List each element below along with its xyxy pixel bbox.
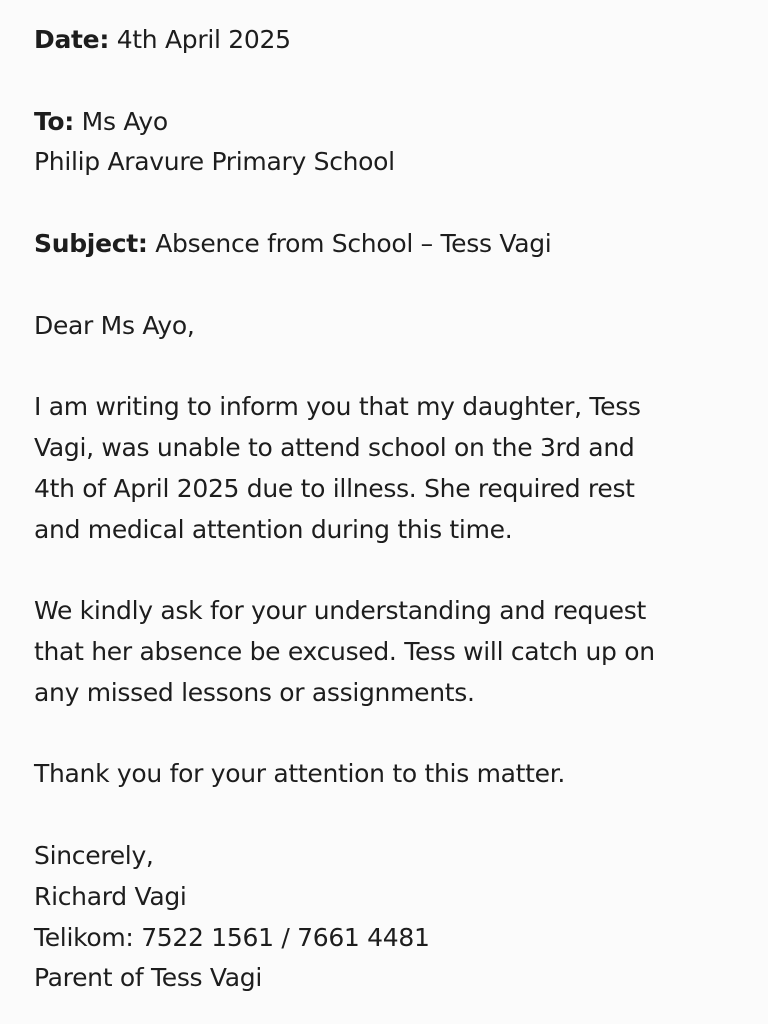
paragraph-2 — [34, 591, 734, 713]
date-line — [34, 20, 734, 61]
paragraph-line: I am writing to inform you that my daughter, Tess — [34, 392, 641, 422]
spacer — [34, 346, 734, 387]
salutation: Dear Ms Ayo, — [34, 310, 195, 340]
subject-label: Subject: — [34, 228, 148, 258]
subject-line — [34, 224, 734, 265]
spacer — [34, 550, 734, 591]
spacer — [34, 61, 734, 102]
paragraph-line: We kindly ask for your understanding and request — [34, 596, 646, 626]
recipient-name: Ms Ayo — [81, 106, 168, 136]
subject-value: Absence from School – Tess Vagi — [155, 228, 552, 258]
phone-number: Telikom: 7522 1561 / 7661 4481 — [34, 922, 430, 952]
date-label: Date: — [34, 25, 110, 54]
paragraph-1 — [34, 387, 734, 550]
date-value: 4th April 2025 — [116, 25, 291, 54]
paragraph-line: any missed lessons or assignments. — [34, 677, 475, 707]
paragraph-line: and medical attention during this time. — [34, 514, 513, 544]
school-name: Philip Aravure Primary School — [34, 147, 395, 177]
spacer — [34, 265, 734, 306]
signatory-name: Richard Vagi — [34, 881, 187, 911]
paragraph-line: 4th of April 2025 due to illness. She required rest — [34, 473, 635, 503]
paragraph-line: that her absence be excused. Tess will catch up on — [34, 636, 655, 666]
to-label: To: — [34, 106, 75, 136]
sign-off: Sincerely, — [34, 840, 154, 870]
signatory-relation: Parent of Tess Vagi — [34, 963, 263, 993]
spacer — [34, 714, 734, 755]
spacer — [34, 183, 734, 224]
recipient-line — [34, 102, 734, 143]
spacer — [34, 795, 734, 836]
paragraph-line: Vagi, was unable to attend school on the 3rd and — [34, 432, 635, 462]
closing-line: Thank you for your attention to this matter. — [34, 759, 566, 789]
